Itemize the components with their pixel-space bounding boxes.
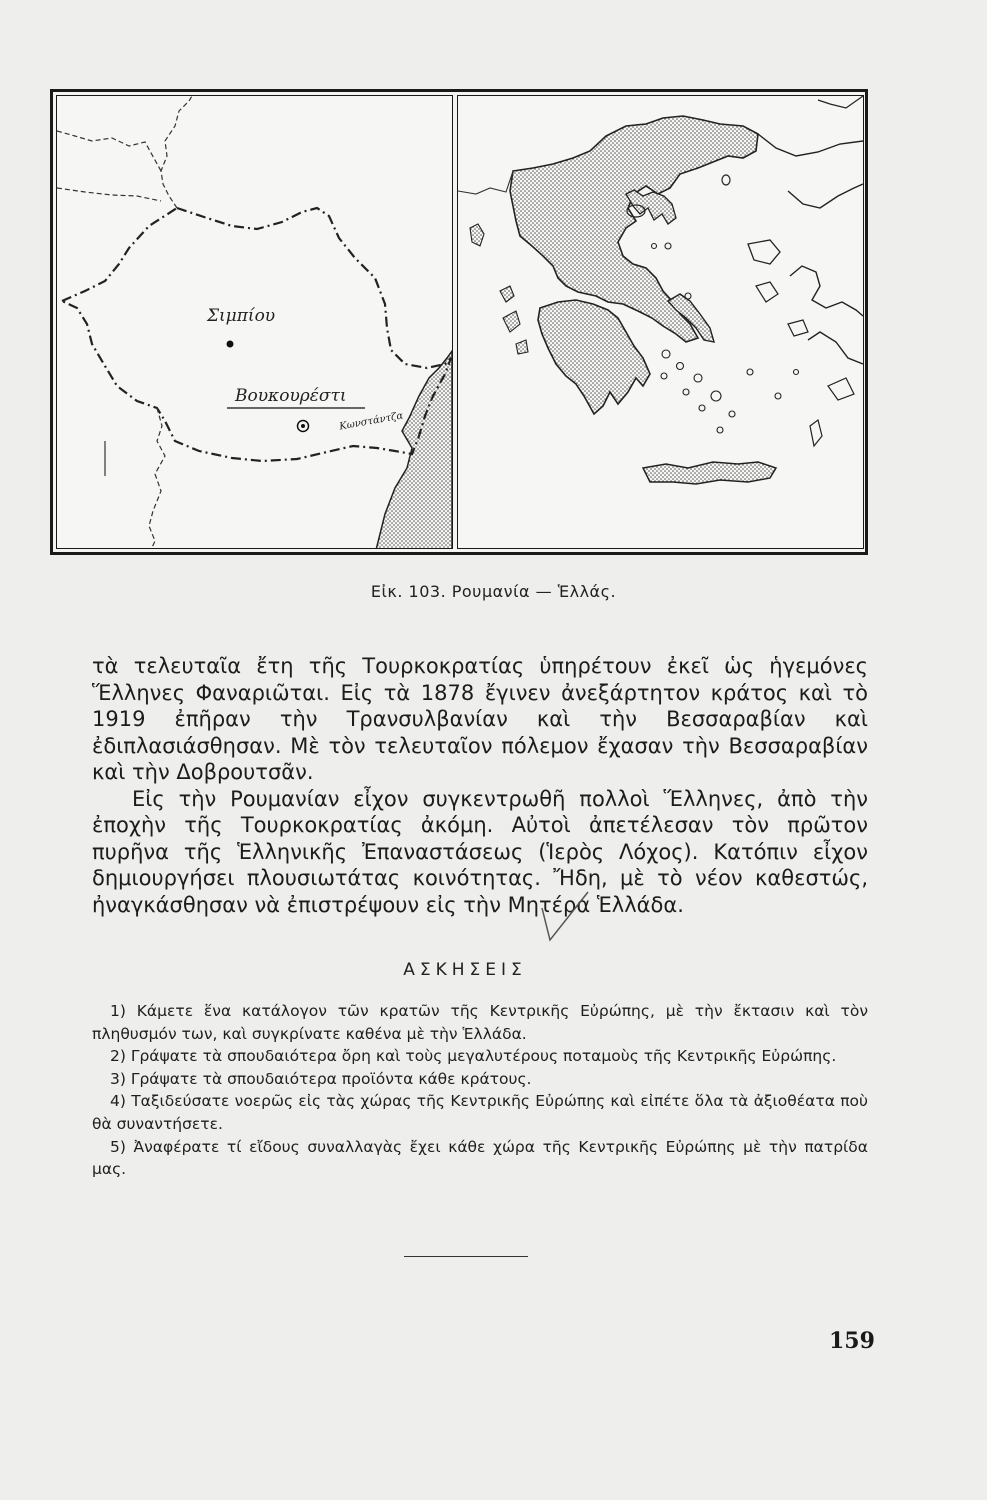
label-constanta: Κωνστάντζα	[338, 410, 405, 433]
page-number: 159	[829, 1328, 875, 1354]
island-kos	[775, 393, 781, 399]
figure-caption: Εἰκ. 103. Ρουμανία — Ἑλλάς.	[370, 582, 617, 601]
romania-map	[56, 95, 453, 549]
exercise-item: 1) Κάμετε ἕνα κατάλογον τῶν κρατῶν τῆς Κεντρικῆς Εὐρώπης, μὲ τὴν ἔκτασιν καὶ τὸν πληθυσμόν των, καὶ συγκρίνατε καθένα μὲ τὴν Ἑλλάδα.	[92, 1002, 868, 1043]
island-amorgos	[729, 411, 735, 417]
chios	[756, 282, 778, 302]
exercise-item: 2) Γράψατε τὰ σπουδαιότερα ὄρη καὶ τοὺς μεγαλυτέρους ποταμοὺς τῆς Κεντρικῆς Εὐρώπης.	[110, 1047, 837, 1066]
handwritten-check-mark	[538, 888, 598, 948]
kefalonia	[503, 311, 520, 332]
exercises-list	[92, 1000, 868, 1181]
island-skyros	[685, 293, 691, 299]
exercises-title: ΑΣΚΗΣΕΙΣ	[403, 960, 527, 980]
label-bucharest: Βουκουρέστι	[235, 386, 347, 406]
exercise-item: 4) Ταξιδεύσατε νοερῶς εἰς τὰς χώρας τῆς Κεντρικῆς Εὐρώπης καὶ εἰπέτε ὅλα τὰ ἀξιοθέατα ποὺ θὰ συναντήσετε.	[92, 1092, 868, 1133]
neighbour-border-north	[161, 96, 192, 208]
corfu	[470, 224, 484, 246]
lefkada	[500, 286, 514, 302]
neighbour-border-west	[57, 131, 161, 171]
neighbour-border-south-west	[149, 408, 165, 549]
island-naxos	[711, 391, 721, 401]
samothrace	[722, 175, 730, 185]
paragraph-1: τὰ τελευταῖα ἔτη τῆς Τουρκοκρατίας ὑπηρέτουν ἐκεῖ ὡς ἡγεμόνες Ἕλληνες Φαναριῶται. Εἰς τὰ 1878 ἔγινεν ἀνεξάρτητον κράτος καὶ τὸ 1919 ἐπῆραν τὴν Τρανσυλβανίαν καὶ τὴν Βεσσαραβίαν καὶ ἐδιπλασιάσθησαν. Μὲ τὸν τελευταῖον πόλεμον ἔχασαν τὴν Βεσσαραβίαν καὶ τὴν Δοβρουτσᾶν.	[92, 654, 868, 784]
samos	[788, 320, 808, 336]
zakynthos	[516, 340, 528, 354]
exercise-item: 5) Ἀναφέρατε τί εἴδους συναλλαγὰς ἔχει κάθε χώρα τῆς Κεντρικῆς Εὐρώπης μὲ τὴν πατρίδα μας.	[92, 1137, 868, 1179]
island-paros	[699, 405, 705, 411]
black-sea-coast	[818, 96, 863, 108]
anatolia-coast-2	[808, 332, 863, 364]
island-andros	[662, 350, 670, 358]
island-leros	[794, 370, 799, 375]
thrace-coast	[758, 134, 863, 156]
city-dot-sibiu	[227, 341, 234, 348]
island-tinos	[677, 363, 684, 370]
karpathos	[810, 420, 822, 446]
island-mykonos	[694, 374, 702, 382]
anatolia-coast-1	[790, 266, 863, 316]
island-skopelos	[652, 244, 657, 249]
label-sibiu: Σιμπίου	[207, 306, 276, 326]
greece-map-drawing	[458, 96, 863, 549]
lesbos	[748, 240, 780, 264]
neighbour-border-northwest	[57, 188, 161, 201]
figure-103	[50, 89, 868, 555]
island-kea	[661, 373, 667, 379]
rhodes	[828, 378, 854, 400]
paragraph-2: Εἰς τὴν Ρουμανίαν εἶχον συγκεντρωθῆ πολλοὶ Ἕλληνες, ἀπὸ τὴν ἐποχὴν τῆς Τουρκοκρατίας ἀκόμη. Αὐτοὶ ἀπετέλεσαν τὸν πρῶτον πυρῆνα τῆς Ἑλληνικῆς Ἐπαναστάσεως (Ἱερὸς Λόχος). Κατόπιν εἶχον δημιουργήσει πλουσιωτάτας κοινότητας. Ἤδη, μὲ τὸ νέον καθεστώς, ἠναγκάσθησαν νὰ ἐπιστρέψουν εἰς τὴν Μητέρα Ἑλλάδα.	[92, 786, 868, 917]
body-text	[92, 653, 868, 918]
crete	[643, 462, 776, 484]
greece-map	[457, 95, 864, 549]
romania-border-north-west	[62, 208, 177, 301]
peloponnese	[538, 300, 650, 414]
dardanelles-coast	[788, 184, 863, 208]
island-ikaria	[747, 369, 753, 375]
section-divider	[404, 1256, 528, 1257]
albania-border	[458, 171, 513, 194]
island-skiathos	[665, 243, 671, 249]
capital-dot	[301, 424, 305, 428]
island-santorini	[717, 427, 723, 433]
island-syros	[683, 389, 689, 395]
exercise-item: 3) Γράψατε τὰ σπουδαιότερα προϊόντα κάθε κράτους.	[110, 1069, 532, 1088]
